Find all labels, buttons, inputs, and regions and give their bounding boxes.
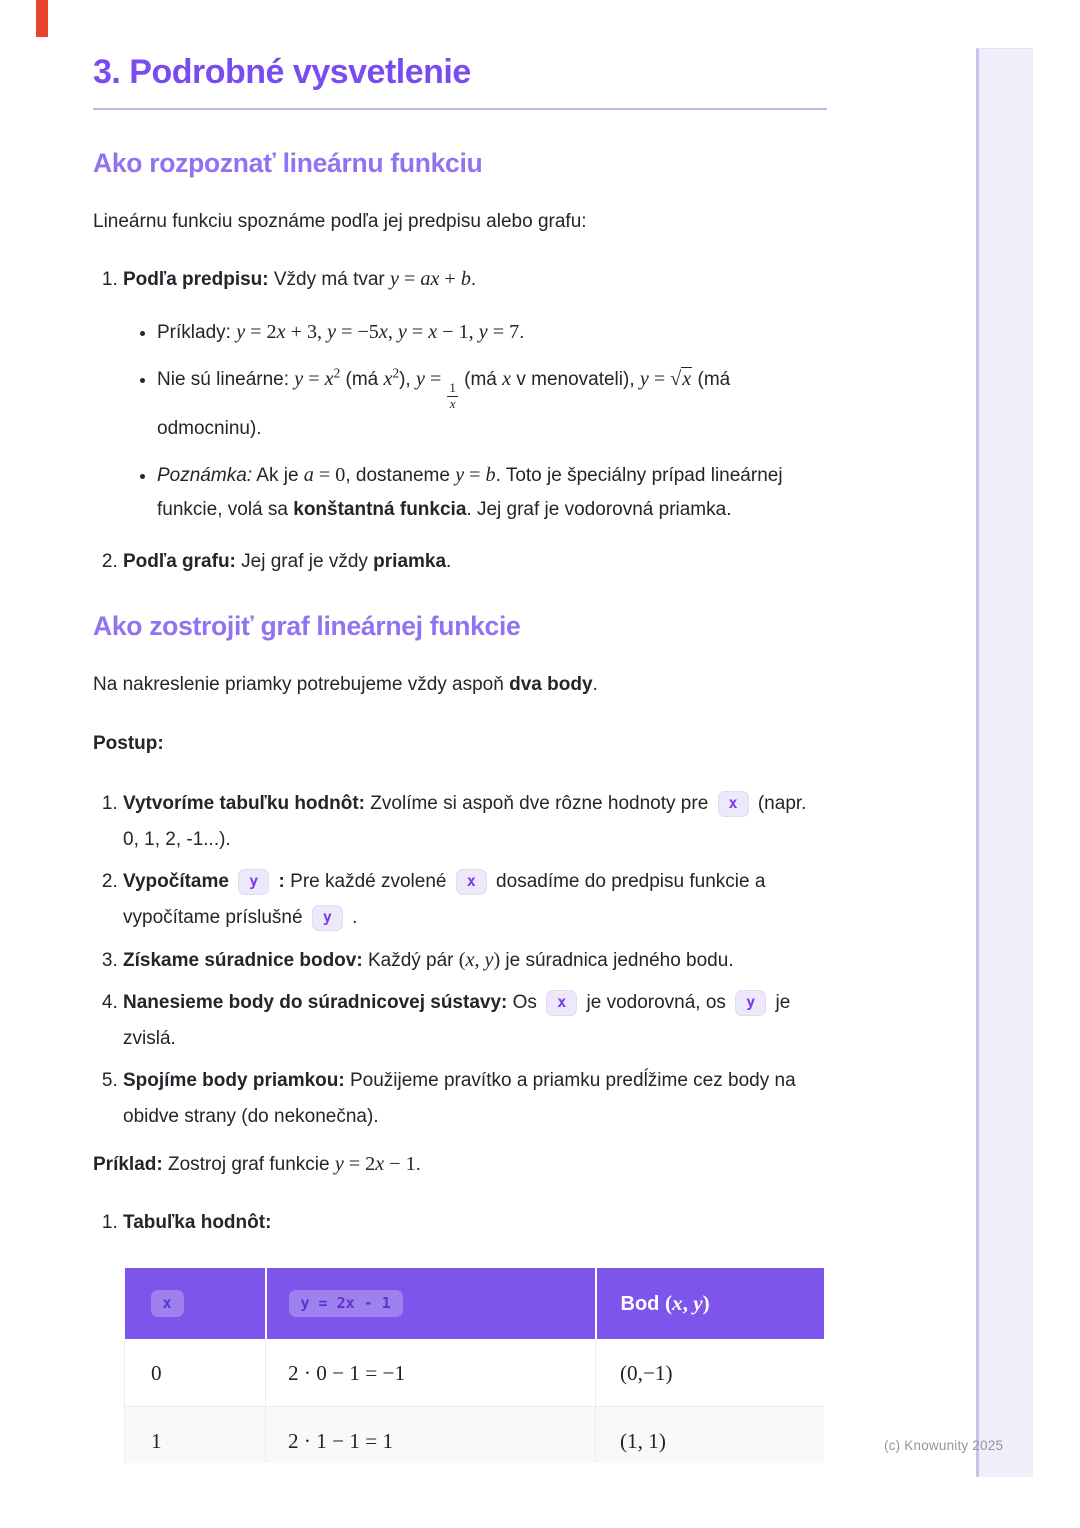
bullet-note	[157, 458, 827, 527]
math-expression: (0,−1)	[620, 1361, 673, 1386]
math-expression: y = ax + b	[390, 268, 471, 290]
text-segment: Ak je	[252, 464, 304, 486]
inline-code-chip: y	[238, 869, 269, 895]
math-sqrt: √x	[670, 368, 692, 390]
values-table-wrapper	[124, 1268, 824, 1463]
inline-code-chip: x	[718, 791, 749, 817]
text-bold: Vytvoríme tabuľku hodnôt:	[123, 792, 366, 814]
inline-code-chip: x	[456, 869, 487, 895]
text-italic: Poznámka:	[157, 464, 253, 486]
text-segment: v menovateli),	[511, 369, 640, 390]
text-segment: (má	[458, 369, 503, 390]
text-segment: Pre každé zvolené	[284, 870, 452, 892]
math-expression: 1	[151, 1429, 162, 1454]
text-bold: Spojíme body priamkou:	[123, 1069, 345, 1091]
inline-code-chip: x	[546, 990, 577, 1016]
values-table	[124, 1268, 824, 1463]
math-expression: y =	[415, 368, 447, 390]
text-segment: (má	[340, 369, 384, 390]
text-segment: Každý pár	[362, 949, 459, 971]
math-expression: y =	[639, 368, 671, 390]
table-cell	[596, 1340, 825, 1407]
bullet-examples	[157, 315, 827, 350]
page-edge-panel	[976, 48, 1033, 1477]
watermark-text: (c) Knowunity 2025	[884, 1438, 1004, 1453]
step-item	[123, 864, 827, 936]
math-expression: (x, y)	[458, 948, 501, 971]
examples-sublist	[123, 315, 827, 527]
math-expression: 2 · 1 − 1 = 1	[288, 1429, 394, 1454]
recognize-list	[93, 264, 827, 577]
bookmark-ribbon	[36, 0, 48, 37]
text-segment: je súradnica jedného bodu.	[500, 949, 734, 971]
text-segment: Zostroj graf funkcie	[162, 1153, 335, 1175]
text-segment: Jej graf je vždy	[235, 550, 374, 572]
math-expression: $x^2$	[383, 365, 400, 390]
math-expression: (x, y)	[664, 1290, 710, 1315]
text-bold: Príklad:	[93, 1153, 163, 1175]
section-heading-recognize: Ako rozpoznať lineárnu funkciu	[93, 148, 483, 178]
table-row	[125, 1340, 825, 1407]
document-content	[93, 52, 827, 1463]
text-segment: .	[470, 269, 477, 290]
text-segment: Lineárnu funkciu spoznáme podľa jej predpisu alebo grafu:	[93, 211, 587, 232]
text-segment: . Jej graf je vodorovná priamka.	[466, 498, 732, 520]
section-heading-construct: Ako zostrojiť graf lineárnej funkcie	[93, 610, 521, 641]
steps-list	[93, 786, 827, 1135]
bullet-nonlinear	[157, 362, 827, 446]
text-segment: .	[446, 550, 452, 572]
text-bold: Bod	[620, 1292, 665, 1315]
text-bold: Podľa grafu:	[123, 550, 236, 572]
math-expression: (1, 1)	[620, 1429, 666, 1454]
inline-code-chip: y = 2x - 1	[289, 1290, 403, 1318]
math-expression: y = 2x + 3, y = −5x, y = x − 1, y = 7	[236, 321, 520, 343]
list-item-text	[123, 269, 476, 290]
text-segment: .	[346, 906, 358, 928]
math-expression: 0	[151, 1361, 162, 1386]
table-header-bod	[596, 1268, 825, 1340]
table-label-item	[123, 1208, 827, 1238]
values-table-head	[125, 1268, 825, 1340]
text-segment: dosadíme do predpisu funkcie a vypočítame príslušné	[123, 870, 766, 928]
example-sublist	[93, 1208, 827, 1238]
step-item	[123, 985, 827, 1057]
text-segment: ),	[399, 369, 416, 390]
text-bold: Získame súradnice bodov:	[123, 949, 363, 971]
text-bold: Vypočítame	[123, 870, 235, 892]
text-segment: je zvislá.	[123, 991, 791, 1049]
math-expression: a = 0	[303, 463, 346, 486]
table-cell	[125, 1407, 266, 1463]
text-bold: priamka	[373, 550, 447, 572]
text-bold: Nanesieme body do súradnicovej sústavy:	[123, 991, 508, 1013]
table-row	[125, 1407, 825, 1463]
title-divider	[93, 108, 827, 110]
text-segment: , dostaneme	[345, 464, 456, 486]
example-paragraph	[93, 1149, 827, 1180]
text-segment: je vodorovná, os	[581, 991, 732, 1013]
table-cell	[266, 1340, 596, 1407]
text-bold: Podľa predpisu:	[123, 269, 269, 290]
inline-code-chip: x	[151, 1290, 184, 1318]
text-bold: konštantná funkcia	[293, 498, 467, 520]
step-item	[123, 786, 827, 858]
table-header-x	[125, 1268, 266, 1340]
inline-code-chip: y	[312, 905, 343, 931]
list-item-predpis	[123, 264, 827, 527]
text-segment: Príklady:	[157, 322, 237, 343]
text-segment: Nie sú lineárne:	[157, 369, 295, 390]
table-cell	[596, 1407, 825, 1463]
text-bold: Postup:	[93, 732, 164, 754]
math-expression: $y = x^2$	[294, 365, 341, 390]
text-segment: Na nakreslenie priamky potrebujeme vždy aspoň	[93, 673, 510, 695]
text-segment: (napr. 0, 1, 2, -1...).	[123, 792, 807, 850]
list-item-graf	[123, 547, 827, 577]
text-segment: (má odmocninu).	[157, 369, 731, 439]
math-expression: y = b	[455, 463, 496, 486]
inline-code-chip: y	[735, 990, 766, 1016]
text-segment: .	[519, 322, 525, 343]
math-fraction: $\frac{1}{x}$	[449, 380, 456, 411]
table-header-row	[125, 1268, 825, 1340]
math-expression: 2 · 0 − 1 = −1	[288, 1361, 406, 1386]
text-segment: . Toto je špeciálny prípad lineárnej funkcie, volá sa	[157, 464, 783, 520]
text-segment: .	[415, 1153, 421, 1175]
text-bold: Tabuľka hodnôt:	[123, 1211, 272, 1233]
text-bold: dva body	[509, 673, 593, 695]
table-cell	[266, 1407, 596, 1463]
math-expression: x	[502, 368, 512, 390]
step-item	[123, 942, 827, 979]
math-expression: y = 2x − 1	[334, 1152, 416, 1175]
text-segment: Zvolíme si aspoň dve rôzne hodnoty pre	[365, 792, 714, 814]
table-header-formula	[266, 1268, 596, 1340]
step-item	[123, 1063, 827, 1135]
page-title: 3. Podrobné vysvetlenie	[93, 53, 471, 91]
values-table-body	[125, 1340, 825, 1463]
text-bold: :	[273, 870, 285, 892]
intro-paragraph	[93, 207, 827, 237]
construct-intro-paragraph	[93, 670, 827, 700]
postup-label	[93, 729, 827, 759]
text-segment: Vždy má tvar	[268, 269, 391, 290]
text-segment: Použijeme pravítko a priamku predĺžime cez body na obidve strany (do nekonečna).	[123, 1069, 796, 1127]
table-cell	[125, 1340, 266, 1407]
text-segment: .	[592, 673, 598, 695]
text-segment: Os	[507, 991, 543, 1013]
